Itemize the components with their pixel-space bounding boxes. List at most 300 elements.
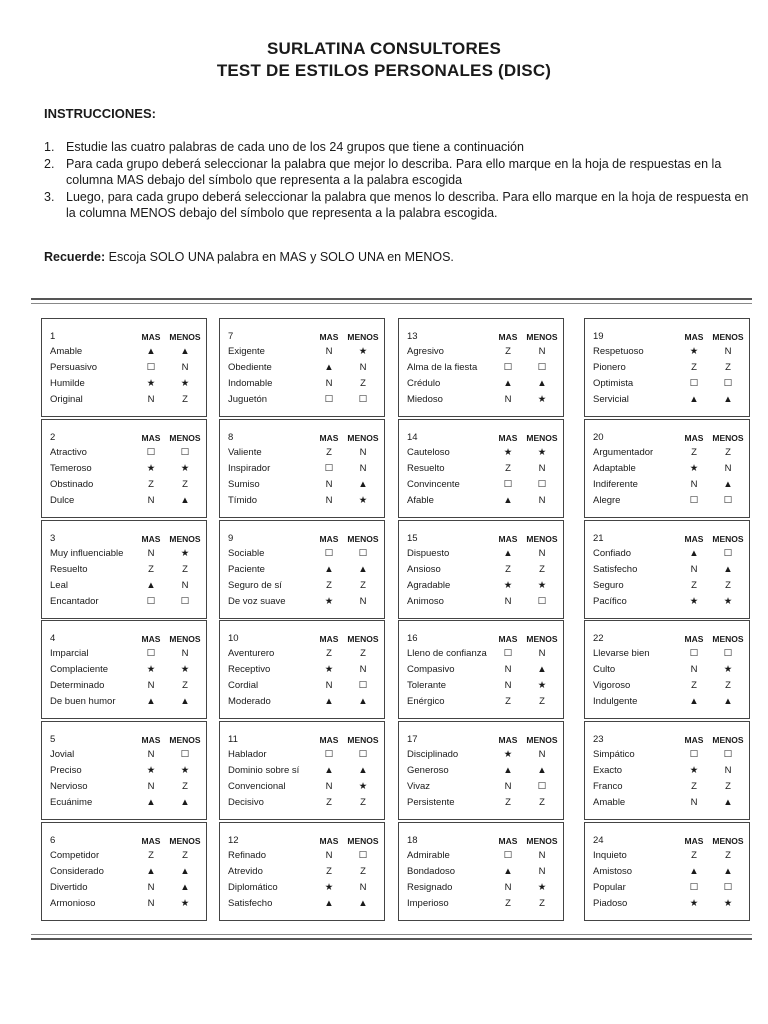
word-group-4 <box>41 620 207 719</box>
word-row <box>593 662 745 677</box>
mas-symbol: ★ <box>503 580 513 591</box>
word-group-11 <box>219 721 385 820</box>
menos-symbol: ★ <box>537 394 547 405</box>
word-row <box>593 562 745 577</box>
menos-symbol: ▲ <box>537 664 547 675</box>
word-label: Refinado <box>228 850 267 861</box>
word-label: Persuasivo <box>50 362 97 373</box>
word-row <box>407 445 559 460</box>
mas-symbol: ★ <box>689 765 699 776</box>
menos-symbol: Z <box>725 680 731 691</box>
menos-symbol: ★ <box>180 378 190 389</box>
word-row <box>50 445 202 460</box>
group-number: 6 <box>50 835 56 846</box>
word-row <box>228 461 380 476</box>
group-header <box>593 430 745 445</box>
menos-symbol: ★ <box>358 346 368 357</box>
mas-header: MAS <box>684 633 704 644</box>
word-label: Leal <box>50 580 68 591</box>
mas-header: MAS <box>319 835 339 846</box>
mas-symbol: ▲ <box>146 580 156 591</box>
group-number: 1 <box>50 331 56 342</box>
word-row <box>228 360 380 375</box>
word-label: Crédulo <box>407 378 441 389</box>
word-label: Moderado <box>228 696 271 707</box>
word-row <box>228 594 380 609</box>
mas-symbol: ★ <box>324 882 334 893</box>
menos-symbol: Z <box>539 564 545 575</box>
menos-symbol: ☐ <box>723 882 733 893</box>
word-label: Preciso <box>50 765 82 776</box>
word-label: Cauteloso <box>407 447 450 458</box>
menos-symbol: N <box>538 463 546 474</box>
instruction-text: Para cada grupo deberá seleccionar la palabra que mejor lo describa. Para ello marque en la hoja de respuestas en la columna MAS debajo del símbolo que representa a la palabra escogida <box>66 157 722 187</box>
group-number: 18 <box>407 835 418 846</box>
instructions-list <box>44 139 752 222</box>
word-label: Seguro <box>593 580 624 591</box>
menos-symbol: N <box>359 447 367 458</box>
menos-symbol: ☐ <box>358 850 368 861</box>
word-label: Complaciente <box>50 664 109 675</box>
menos-symbol: N <box>538 866 546 877</box>
menos-header: MENOS <box>712 835 744 846</box>
menos-symbol: ▲ <box>180 346 190 357</box>
word-label: Popular <box>593 882 626 893</box>
group-header <box>50 631 202 646</box>
mas-symbol: ▲ <box>689 866 699 877</box>
mas-symbol: ▲ <box>503 765 513 776</box>
word-label: Convencional <box>228 781 286 792</box>
word-row <box>228 795 380 810</box>
word-group-6 <box>41 822 207 921</box>
menos-symbol: ▲ <box>358 898 368 909</box>
word-label: Confiado <box>593 548 632 559</box>
word-row <box>407 747 559 762</box>
word-label: Servicial <box>593 394 629 405</box>
mas-symbol: ▲ <box>689 696 699 707</box>
word-row <box>50 493 202 508</box>
word-row <box>593 445 745 460</box>
word-row <box>407 763 559 778</box>
test-title: TEST DE ESTILOS PERSONALES (DISC) <box>216 61 552 80</box>
menos-symbol: Z <box>360 580 366 591</box>
mas-symbol: ▲ <box>146 696 156 707</box>
menos-symbol: N <box>538 648 546 659</box>
group-header <box>228 531 380 546</box>
document-header <box>0 38 768 82</box>
word-label: Piadoso <box>593 898 628 909</box>
word-row <box>228 546 380 561</box>
word-row <box>593 344 745 359</box>
word-row <box>407 594 559 609</box>
word-label: Imperioso <box>407 898 449 909</box>
word-label: Disciplinado <box>407 749 459 760</box>
menos-symbol: ▲ <box>723 797 733 808</box>
menos-symbol: N <box>538 749 546 760</box>
word-label: Determinado <box>50 680 105 691</box>
mas-symbol: Z <box>326 447 332 458</box>
word-label: Dispuesto <box>407 548 450 559</box>
mas-symbol: Z <box>148 564 154 575</box>
word-row <box>228 763 380 778</box>
menos-header: MENOS <box>347 533 379 544</box>
menos-symbol: Z <box>539 696 545 707</box>
word-row <box>50 678 202 693</box>
group-header <box>593 833 745 848</box>
menos-header: MENOS <box>526 331 558 342</box>
mas-symbol: ▲ <box>146 797 156 808</box>
word-row <box>228 392 380 407</box>
word-row <box>50 461 202 476</box>
menos-header: MENOS <box>526 633 558 644</box>
menos-symbol: ▲ <box>358 564 368 575</box>
word-label: De voz suave <box>228 596 286 607</box>
word-label: Inspirador <box>228 463 271 474</box>
menos-symbol: ▲ <box>358 696 368 707</box>
menos-symbol: ★ <box>537 680 547 691</box>
word-label: Indomable <box>228 378 273 389</box>
mas-symbol: N <box>504 781 512 792</box>
word-group-2 <box>41 419 207 518</box>
word-label: Temeroso <box>50 463 92 474</box>
menos-symbol: ★ <box>537 447 547 458</box>
menos-symbol: N <box>359 463 367 474</box>
mas-symbol: ☐ <box>689 882 699 893</box>
group-header <box>228 732 380 747</box>
group-number: 5 <box>50 734 56 745</box>
word-label: Competidor <box>50 850 100 861</box>
mas-symbol: ☐ <box>146 596 156 607</box>
company-title: SURLATINA CONSULTORES <box>266 39 501 58</box>
mas-symbol: N <box>325 680 333 691</box>
word-row <box>407 678 559 693</box>
word-label: Indiferente <box>593 479 638 490</box>
word-row <box>407 795 559 810</box>
group-header <box>407 329 559 344</box>
word-label: Diplomático <box>228 882 278 893</box>
word-row <box>50 477 202 492</box>
menos-header: MENOS <box>347 633 379 644</box>
menos-header: MENOS <box>169 835 201 846</box>
instruction-text: Luego, para cada grupo deberá seleccionar la palabra que menos lo describa. Para ello marque en la hoja de respuesta en la columna MENOS debajo del símbolo que representa a la palabra escogida. <box>66 190 749 220</box>
group-number: 4 <box>50 633 56 644</box>
word-label: Muy influenciable <box>50 548 124 559</box>
word-row <box>593 360 745 375</box>
word-row <box>228 896 380 911</box>
mas-header: MAS <box>684 533 704 544</box>
mas-symbol: N <box>690 664 698 675</box>
word-row <box>50 646 202 661</box>
word-label: Obstinado <box>50 479 94 490</box>
word-row <box>228 779 380 794</box>
mas-header: MAS <box>498 432 518 443</box>
word-label: Amable <box>50 346 83 357</box>
word-row <box>593 678 745 693</box>
menos-symbol: ▲ <box>180 866 190 877</box>
mas-symbol: ▲ <box>689 548 699 559</box>
mas-symbol: ★ <box>146 463 156 474</box>
mas-symbol: ☐ <box>324 463 334 474</box>
menos-header: MENOS <box>712 734 744 745</box>
group-number: 7 <box>228 331 234 342</box>
word-label: Respetuoso <box>593 346 644 357</box>
menos-symbol: ☐ <box>723 648 733 659</box>
word-group-15 <box>398 520 564 619</box>
menos-symbol: Z <box>182 564 188 575</box>
group-number: 24 <box>593 835 604 846</box>
mas-symbol: N <box>504 664 512 675</box>
mas-symbol: Z <box>505 797 511 808</box>
word-row <box>593 896 745 911</box>
word-row <box>407 694 559 709</box>
mas-symbol: N <box>325 378 333 389</box>
menos-symbol: ★ <box>180 765 190 776</box>
menos-symbol: ★ <box>180 548 190 559</box>
word-row <box>593 747 745 762</box>
word-label: Culto <box>593 664 616 675</box>
word-row <box>407 896 559 911</box>
word-row <box>228 848 380 863</box>
word-row <box>407 360 559 375</box>
mas-header: MAS <box>319 533 339 544</box>
mas-symbol: ★ <box>689 463 699 474</box>
group-header <box>407 531 559 546</box>
word-label: Aventurero <box>228 648 275 659</box>
menos-symbol: ☐ <box>358 680 368 691</box>
group-header <box>228 833 380 848</box>
menos-symbol: N <box>724 463 732 474</box>
mas-header: MAS <box>498 331 518 342</box>
menos-symbol: ▲ <box>180 797 190 808</box>
mas-symbol: Z <box>505 564 511 575</box>
menos-symbol: ▲ <box>723 394 733 405</box>
word-row <box>593 546 745 561</box>
group-header <box>228 631 380 646</box>
word-label: Pionero <box>593 362 626 373</box>
word-label: Generoso <box>407 765 449 776</box>
word-group-19 <box>584 318 750 417</box>
mas-symbol: ☐ <box>689 378 699 389</box>
word-row <box>407 662 559 677</box>
menos-symbol: N <box>724 346 732 357</box>
menos-header: MENOS <box>712 432 744 443</box>
menos-header: MENOS <box>169 734 201 745</box>
menos-header: MENOS <box>712 331 744 342</box>
word-label: Seguro de sí <box>228 580 282 591</box>
word-label: Humilde <box>50 378 85 389</box>
menos-header: MENOS <box>526 734 558 745</box>
word-row <box>50 562 202 577</box>
word-label: Vigoroso <box>593 680 631 691</box>
menos-symbol: Z <box>539 898 545 909</box>
word-label: Imparcial <box>50 648 89 659</box>
mas-symbol: ▲ <box>324 765 334 776</box>
menos-symbol: N <box>359 596 367 607</box>
menos-symbol: ★ <box>723 664 733 675</box>
group-number: 22 <box>593 633 604 644</box>
word-row <box>407 493 559 508</box>
instruction-item <box>44 139 752 155</box>
menos-symbol: N <box>181 362 189 373</box>
word-label: Resuelto <box>50 564 88 575</box>
menos-header: MENOS <box>347 432 379 443</box>
mas-header: MAS <box>319 734 339 745</box>
word-row <box>407 477 559 492</box>
word-row <box>407 880 559 895</box>
word-label: Amable <box>593 797 626 808</box>
mas-header: MAS <box>498 734 518 745</box>
word-row <box>50 376 202 391</box>
mas-symbol: N <box>504 394 512 405</box>
word-row <box>593 864 745 879</box>
menos-header: MENOS <box>169 633 201 644</box>
word-label: Simpático <box>593 749 635 760</box>
word-row <box>50 864 202 879</box>
mas-symbol: ★ <box>146 378 156 389</box>
menos-symbol: ☐ <box>537 781 547 792</box>
word-label: Vivaz <box>407 781 431 792</box>
word-label: Encantador <box>50 596 99 607</box>
group-number: 3 <box>50 533 56 544</box>
mas-symbol: Z <box>691 362 697 373</box>
word-label: Divertido <box>50 882 88 893</box>
word-row <box>407 546 559 561</box>
word-row <box>593 578 745 593</box>
word-row <box>407 461 559 476</box>
menos-symbol: N <box>538 548 546 559</box>
mas-symbol: N <box>147 882 155 893</box>
word-label: Argumentador <box>593 447 654 458</box>
menos-header: MENOS <box>712 533 744 544</box>
menos-symbol: ★ <box>180 898 190 909</box>
mas-header: MAS <box>319 432 339 443</box>
mas-symbol: N <box>147 781 155 792</box>
mas-symbol: Z <box>691 680 697 691</box>
word-label: Tímido <box>228 495 258 506</box>
word-label: Paciente <box>228 564 265 575</box>
word-label: Resignado <box>407 882 453 893</box>
mas-symbol: N <box>147 680 155 691</box>
word-row <box>228 662 380 677</box>
word-label: Sumiso <box>228 479 260 490</box>
mas-symbol: Z <box>691 447 697 458</box>
word-row <box>228 678 380 693</box>
reminder <box>44 249 744 265</box>
menos-header: MENOS <box>169 533 201 544</box>
word-row <box>228 747 380 762</box>
menos-symbol: ▲ <box>723 866 733 877</box>
group-header <box>50 430 202 445</box>
group-header <box>50 531 202 546</box>
word-group-22 <box>584 620 750 719</box>
word-label: Inquieto <box>593 850 627 861</box>
mas-symbol: ☐ <box>689 495 699 506</box>
menos-symbol: ▲ <box>180 696 190 707</box>
menos-header: MENOS <box>526 835 558 846</box>
word-group-7 <box>219 318 385 417</box>
mas-symbol: ☐ <box>503 479 513 490</box>
group-number: 15 <box>407 533 418 544</box>
word-group-20 <box>584 419 750 518</box>
word-row <box>50 392 202 407</box>
menos-symbol: Z <box>360 648 366 659</box>
menos-symbol: ★ <box>723 898 733 909</box>
menos-symbol: Z <box>182 781 188 792</box>
word-label: Original <box>50 394 83 405</box>
menos-symbol: ★ <box>537 580 547 591</box>
menos-header: MENOS <box>169 331 201 342</box>
mas-symbol: ▲ <box>146 346 156 357</box>
word-row <box>407 392 559 407</box>
instruction-item <box>44 156 752 188</box>
word-label: Lleno de confianza <box>407 648 487 659</box>
word-group-24 <box>584 822 750 921</box>
word-label: Atractivo <box>50 447 87 458</box>
instruction-number: 1. <box>44 140 55 154</box>
word-row <box>228 880 380 895</box>
mas-symbol: ★ <box>324 596 334 607</box>
group-number: 9 <box>228 533 234 544</box>
word-row <box>228 493 380 508</box>
mas-symbol: ★ <box>689 596 699 607</box>
mas-header: MAS <box>684 432 704 443</box>
mas-header: MAS <box>498 633 518 644</box>
mas-header: MAS <box>141 331 161 342</box>
word-label: Satisfecho <box>593 564 638 575</box>
menos-symbol: Z <box>360 378 366 389</box>
word-label: Adaptable <box>593 463 636 474</box>
word-label: Nervioso <box>50 781 88 792</box>
menos-symbol: ▲ <box>358 765 368 776</box>
mas-symbol: N <box>147 495 155 506</box>
word-row <box>407 344 559 359</box>
menos-symbol: N <box>538 850 546 861</box>
word-label: Animoso <box>407 596 444 607</box>
group-number: 23 <box>593 734 604 745</box>
word-label: Obediente <box>228 362 272 373</box>
mas-symbol: ★ <box>324 664 334 675</box>
word-row <box>50 880 202 895</box>
mas-header: MAS <box>141 835 161 846</box>
group-header <box>407 833 559 848</box>
menos-symbol: ★ <box>358 495 368 506</box>
mas-symbol: Z <box>505 346 511 357</box>
mas-symbol: Z <box>148 479 154 490</box>
menos-symbol: ▲ <box>723 564 733 575</box>
word-row <box>228 344 380 359</box>
mas-symbol: ▲ <box>503 495 513 506</box>
mas-symbol: N <box>325 781 333 792</box>
mas-symbol: N <box>147 749 155 760</box>
menos-symbol: N <box>359 362 367 373</box>
word-label: Juguetón <box>228 394 268 405</box>
instruction-number: 2. <box>44 157 55 171</box>
word-row <box>593 795 745 810</box>
menos-symbol: N <box>538 346 546 357</box>
mas-symbol: ★ <box>689 346 699 357</box>
menos-symbol: ▲ <box>723 479 733 490</box>
mas-symbol: Z <box>505 898 511 909</box>
menos-symbol: ★ <box>180 463 190 474</box>
menos-symbol: ☐ <box>180 447 190 458</box>
word-row <box>593 848 745 863</box>
word-row <box>593 461 745 476</box>
mas-symbol: N <box>690 797 698 808</box>
mas-symbol: Z <box>691 580 697 591</box>
mas-symbol: Z <box>505 463 511 474</box>
menos-symbol: ▲ <box>537 765 547 776</box>
menos-symbol: Z <box>539 797 545 808</box>
